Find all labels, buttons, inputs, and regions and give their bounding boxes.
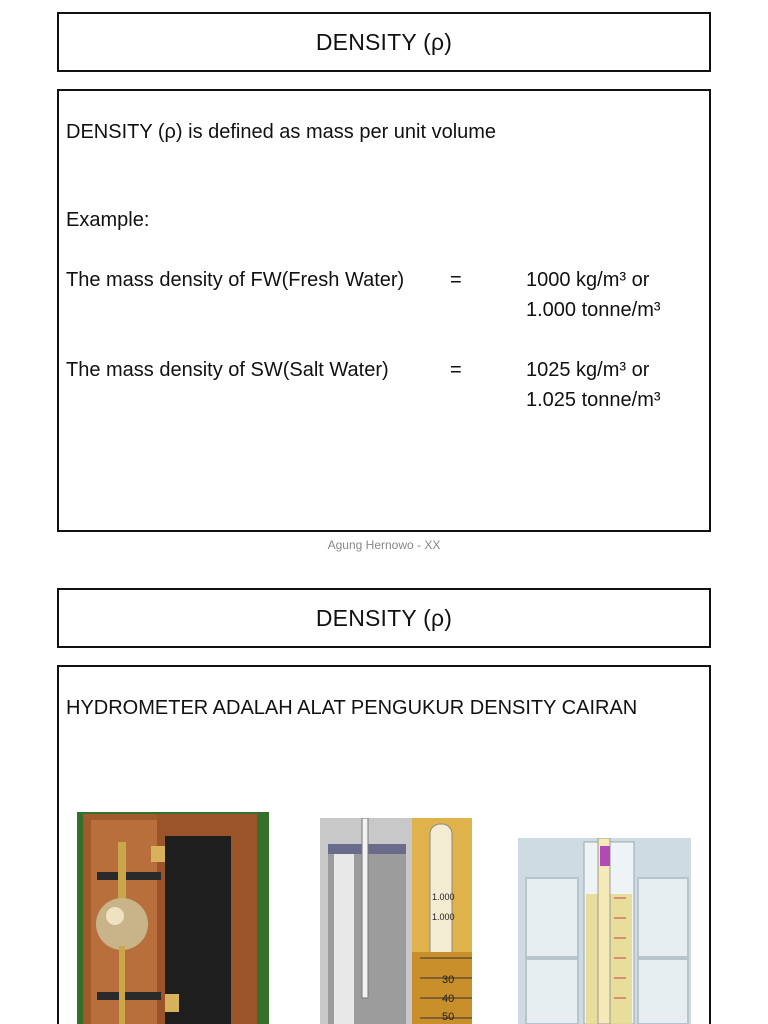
slide1-title: DENSITY (ρ) [315,28,453,55]
fw-density-value-line1: 1000 kg/m³ or [526,269,650,291]
hydrometer-case-illustration [77,812,269,1024]
hydrometer-cylinder-photo [320,818,472,1024]
page-footer: Agung Hernowo - XX [327,538,441,552]
hydrometer-heading: HYDROMETER ADALAH ALAT PENGUKUR DENSITY CAIRAN [66,697,638,719]
sw-density-value-line2: 1.025 tonne/m³ [526,389,661,411]
fw-density-value-line2: 1.000 tonne/m³ [526,299,661,321]
slide2-title-box [57,588,711,648]
sw-density-label: The mass density of SW(Salt Water) [66,359,389,381]
slide2-title: DENSITY (ρ) [315,604,453,631]
hydrometer-case-photo [77,812,269,1024]
graduated-cylinder-illustration [518,838,691,1024]
scale-label-40: 40 [442,993,455,1005]
slide1-content-box [57,89,711,532]
scale-label-30: 30 [442,974,455,986]
graduated-cylinder-photo [518,838,691,1024]
scale-label-2: 1.000 [432,912,455,922]
fw-density-label: The mass density of FW(Fresh Water) [66,269,405,291]
example-label: Example: [66,209,150,231]
density-definition: DENSITY (ρ) is defined as mass per unit volume [66,121,497,143]
scale-label-1: 1.000 [432,892,455,902]
sw-density-value-line1: 1025 kg/m³ or [526,359,650,381]
sw-equals-sign: = [450,359,462,381]
scale-label-50: 50 [442,1011,455,1023]
slide1-title-box [57,12,711,72]
fw-equals-sign: = [450,269,462,291]
